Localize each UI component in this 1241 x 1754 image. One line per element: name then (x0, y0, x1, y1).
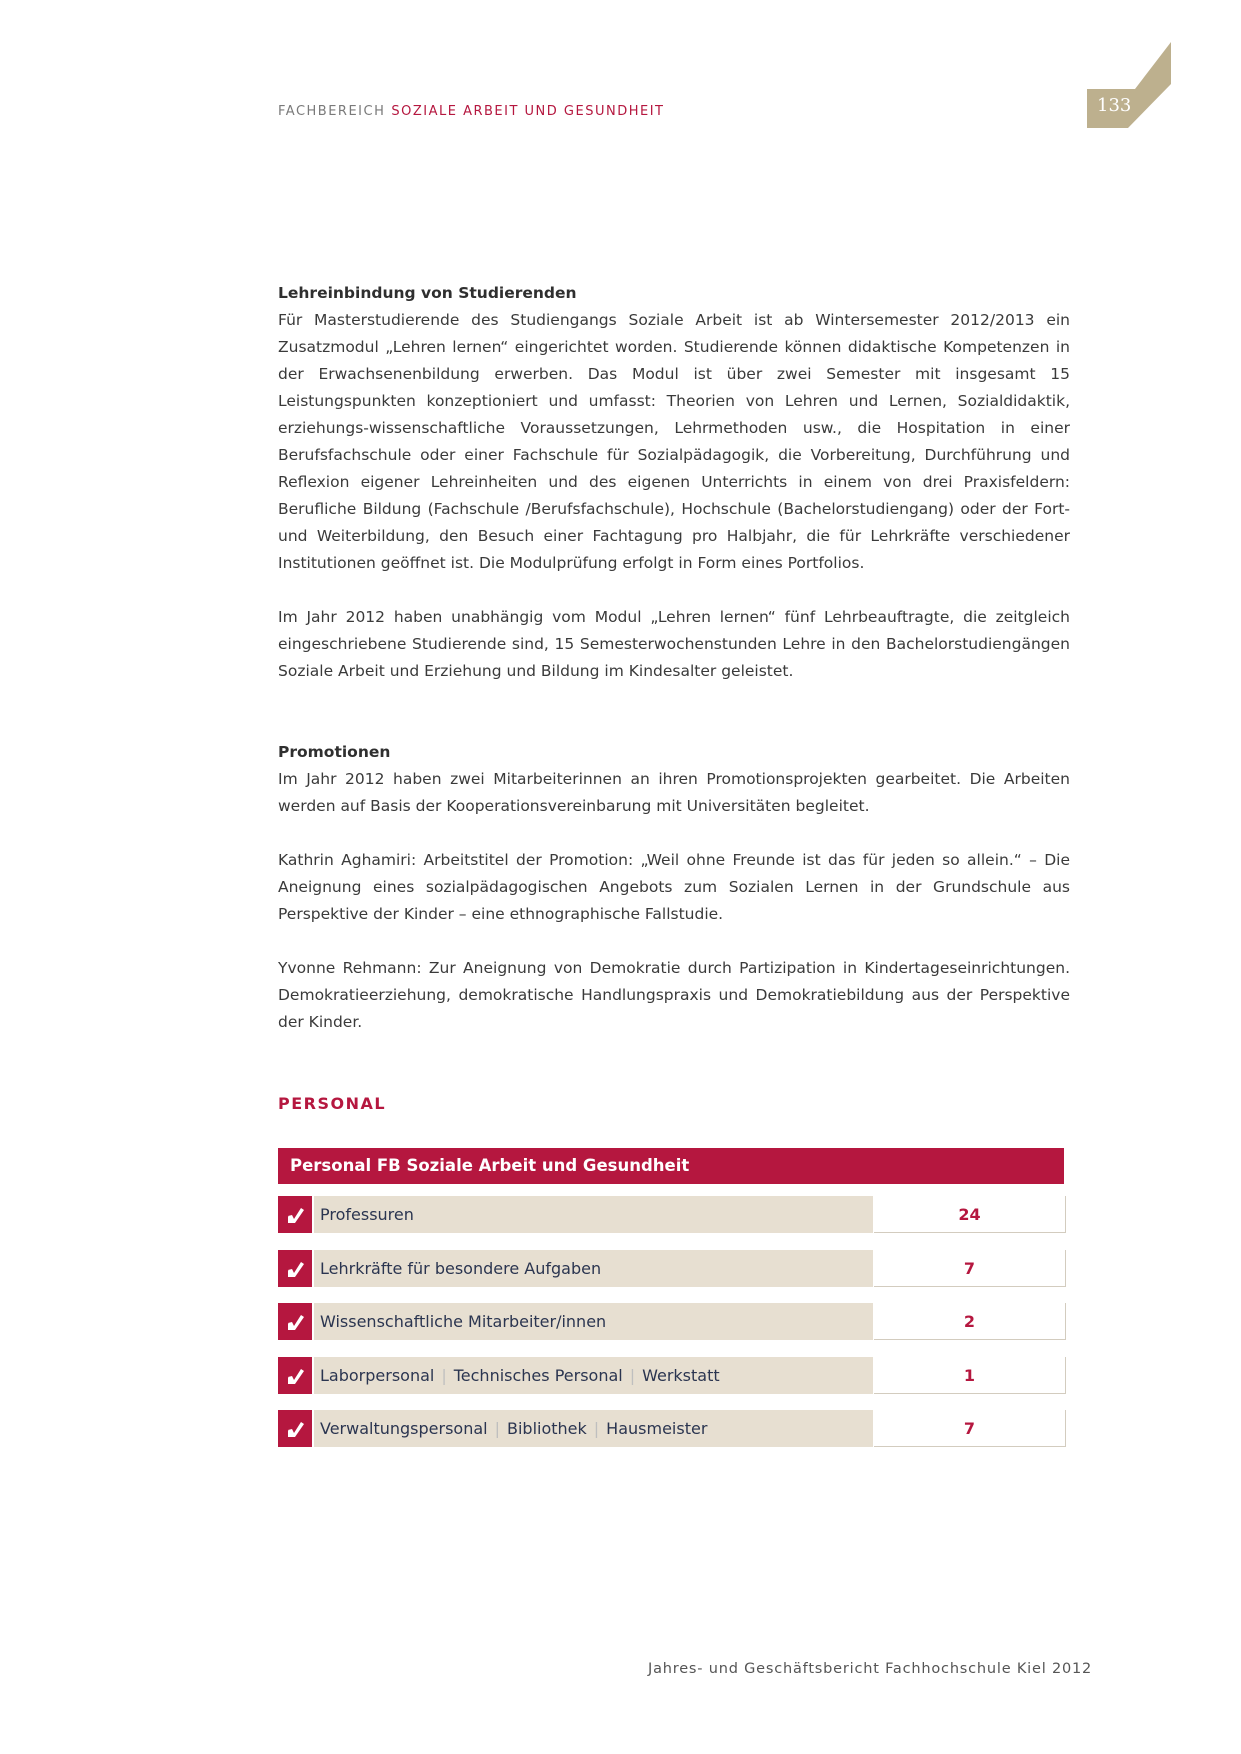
row-label-part: Verwaltungspersonal (320, 1419, 488, 1438)
checkmark-icon-box (278, 1410, 312, 1447)
row-label-part: Wissenschaftliche Mitarbeiter/innen (320, 1312, 607, 1331)
checkmark-icon-box (278, 1303, 312, 1340)
header-section: SOZIALE ARBEIT UND GESUNDHEIT (391, 104, 665, 119)
table-row (278, 1357, 1068, 1394)
separator: | (494, 1419, 500, 1438)
row-label (314, 1196, 873, 1233)
footer-text: Jahres- und Geschäftsbericht Fachhochschule Kiel 2012 (648, 1661, 1093, 1677)
row-label (314, 1357, 873, 1394)
separator: | (441, 1365, 447, 1385)
table-row (278, 1250, 1068, 1287)
row-label-part: Hausmeister (606, 1419, 708, 1438)
row-value: 2 (874, 1303, 1066, 1340)
separator: | (629, 1365, 636, 1385)
checkmark-icon-box (278, 1196, 312, 1233)
checkmark-icon-box (278, 1250, 312, 1287)
row-value: 24 (874, 1196, 1066, 1233)
checkmark-icon (278, 1357, 312, 1394)
table-row (278, 1410, 1068, 1447)
checkmark-icon-box (278, 1357, 312, 1394)
heading-lehreinbindung: Lehreinbindung von Studierenden (278, 284, 577, 302)
heading-promotionen: Promotionen (278, 743, 391, 761)
checkmark-icon (278, 1196, 312, 1233)
paragraph: Für Masterstudierende des Studiengangs Soziale Arbeit ist ab Wintersemester 2012/2013 ein Zusatzmodul „Lehren lernen“ eingerichtet worden. Studierende können didaktische Kompetenzen in der Erwachsenenbildung erwerben. Das Modul ist über zwei Semester mit insgesamt 15 Leistungspunkten konzeptioniert und umfasst: Theorien von Lehren und Lernen, Sozialdidaktik, erziehungs-wissenschaftliche Voraussetzungen, Lehrmethoden usw., die Hospitation in einer Berufsfachschule oder einer Fachschule für Sozialpädagogik, die Vorbereitung, Durchführung und Reflexion eigener Lehreinheiten und des eigenen Unterrichts in einem von drei Praxisfeldern: Berufliche Bildung (Fachschule /Berufsfachschule), Hochschule (Bachelorstudiengang) oder der Fort- und Weiterbildung, den Besuch einer Fachtagung pro Halbjahr, die für Lehrkräfte verschiedener Institutionen geöffnet ist. Die Modulprüfung erfolgt in Form eines Portfolios. (278, 311, 1070, 572)
row-label (314, 1303, 873, 1340)
table-title: Personal FB Soziale Arbeit und Gesundheit (278, 1148, 1064, 1184)
row-label-part: Bibliothek (507, 1419, 587, 1438)
row-label-part: Werkstatt (642, 1365, 720, 1385)
main-content (278, 280, 1070, 1036)
paragraph: Yvonne Rehmann: Zur Aneignung von Demokratie durch Partizipation in Kindertageseinrichtungen. Demokratieerziehung, demokratische Handlungspraxis und Demokratiebildung aus der Perspektive der Kinder. (278, 959, 1070, 1031)
row-label-part: Technisches Personal (453, 1365, 623, 1385)
header-prefix: FACHBEREICH (278, 104, 386, 119)
row-label-part: Professuren (320, 1205, 414, 1224)
row-value: 7 (874, 1250, 1066, 1287)
table-row (278, 1196, 1068, 1233)
separator: | (593, 1419, 600, 1438)
paragraph: Kathrin Aghamiri: Arbeitstitel der Promotion: „Weil ohne Freunde ist das für jeden so allein.“ – Die Aneignung eines sozialpädagogischen Angebots zum Sozialen Lernen in der Grundschule aus Perspektive der Kinder – eine ethnographische Fallstudie. (278, 851, 1070, 923)
paragraph: Im Jahr 2012 haben zwei Mitarbeiterinnen an ihren Promotionsprojekten gearbeitet. Die Arbeiten werden auf Basis der Kooperationsvereinbarung mit Universitäten begleitet. (278, 770, 1070, 815)
row-value: 7 (874, 1410, 1066, 1447)
row-value: 1 (874, 1357, 1066, 1394)
row-label (314, 1410, 873, 1447)
row-label-part: Lehrkräfte für besondere Aufgaben (320, 1258, 602, 1278)
checkmark-icon (278, 1303, 312, 1340)
page-number: 133 (1097, 95, 1132, 116)
section-title-personal: PERSONAL (278, 1094, 387, 1113)
table-row (278, 1303, 1068, 1340)
paragraph: Im Jahr 2012 haben unabhängig vom Modul „Lehren lernen“ fünf Lehrbeauftragte, die zeitgleich eingeschriebene Studierende sind, 15 Semesterwochenstunden Lehre in den Bachelorstudiengängen Soziale Arbeit und Erziehung und Bildung im Kindesalter geleistet. (278, 608, 1070, 680)
checkmark-icon (278, 1250, 312, 1287)
row-label-part: Laborpersonal (320, 1365, 435, 1385)
running-header (278, 104, 664, 119)
row-label (314, 1250, 873, 1287)
checkmark-icon (278, 1410, 312, 1447)
